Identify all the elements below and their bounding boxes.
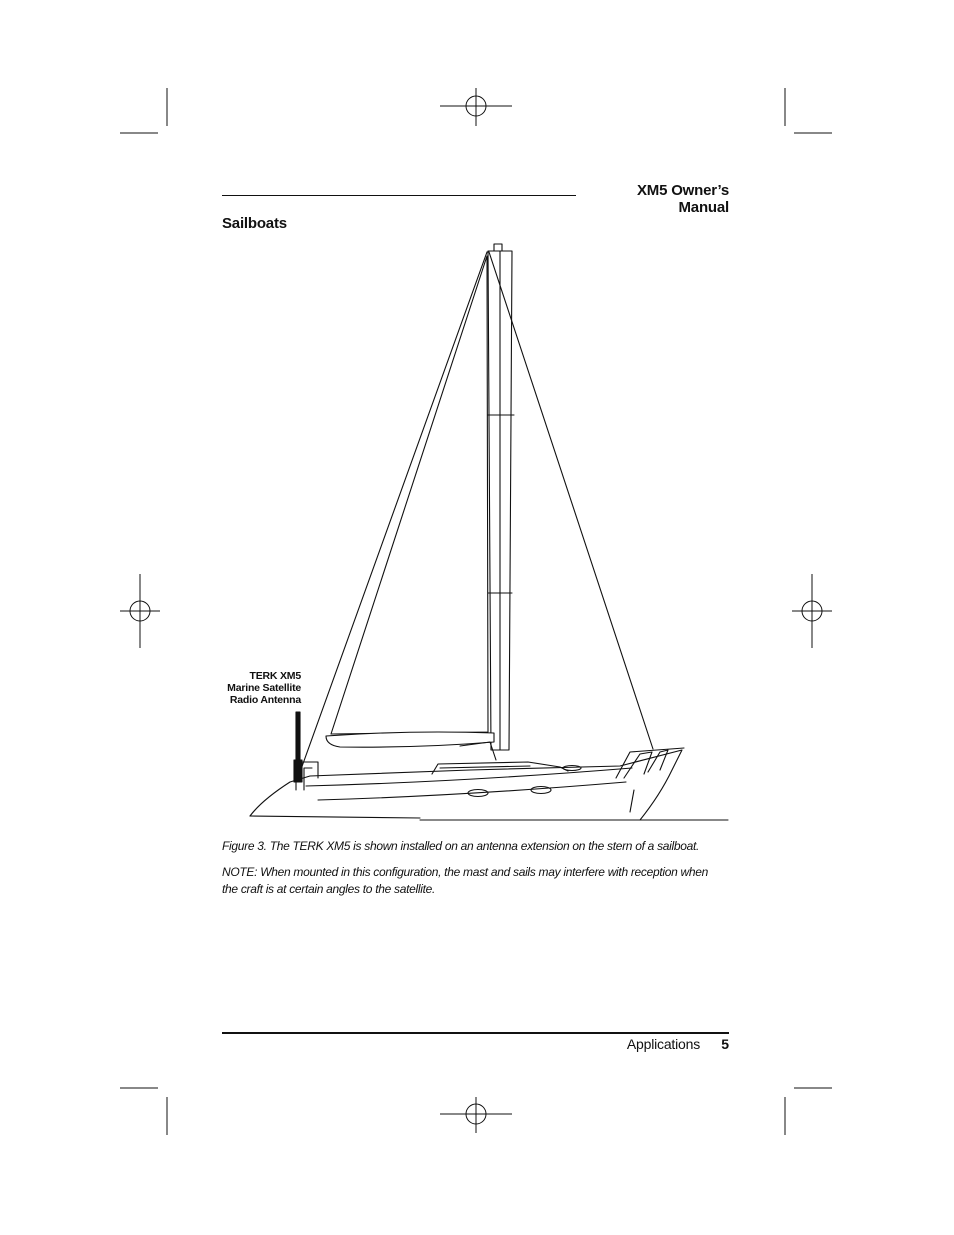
sailboat-illustration [220,238,732,824]
note-paragraph: NOTE: When mounted in this configuration, the mast and sails may interfere with reception when the craft is at certain angles to the satellite. [222,865,709,896]
callout-line-2: Marine Satellite [227,682,301,694]
callout-line-1: TERK XM5 [249,670,301,682]
page-number: 5 [721,1036,729,1052]
footer-section-name: Applications [626,1036,700,1052]
antenna-callout-label [200,670,301,706]
header-rule [222,195,576,196]
section-heading: Sailboats [222,215,287,232]
callout-line-3: Radio Antenna [229,694,301,706]
footer-rule [222,1032,729,1034]
running-header-title: XM5 Owner’s Manual [637,182,729,216]
figure-caption: Figure 3. The TERK XM5 is shown installed on an antenna extension on the stern of a sailboat. [222,839,700,853]
